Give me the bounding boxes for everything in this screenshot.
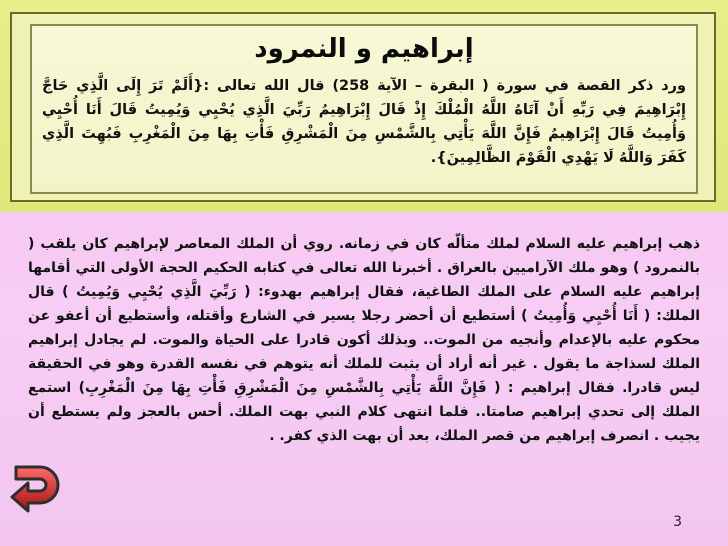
page-number: 3 — [673, 514, 682, 530]
quote-box — [30, 24, 698, 194]
story-paragraph: ذهب إبراهيم عليه السلام لملك متألّه كان في زمانه. روي أن الملك المعاصر لإبراهيم كان يلقب ( بالنمرود ) وهو ملك الآراميين بالعراق . أخبرنا الله تعالى في كتابه الحكيم الحجة الأولى التي أقامها إبراهيم عليه السلام على الملك الطاغية، فقال إبراهيم بهدوء: ( رَبِّيَ الَّذِي يُحْيِي وَيُمِيتُ ) قال الملك: ( أَنَا أُحْيِي وَأُمِيتُ ) أستطيع أن أحضر رجلا يسير في الشارع وأقتله، وأستطيع أن أعفو عن محكوم عليه بالإعدام وأنجيه من الموت.. وبذلك أكون قادرا على الحياة والموت. لم يجادل إبراهيم الملك لسذاجة ما يقول . غير أنه أراد أن يثبت للملك أنه يتوهم في نفسه القدرة وهو في الحقيقة ليس قادرا. فقال إبراهيم : ( فَإِنَّ اللَّهَ يَأْتِي بِالشَّمْسِ مِنَ الْمَشْرِقِ فَأْتِ بِهَا مِنَ الْمَغْرِبِ) استمع الملك إلى تحدي إبراهيم صامتا.. فلما انتهى كلام النبي بهت الملك. أحس بالعجز ولم يستطع أن يجيب . انصرف إبراهيم من قصر الملك، بعد أن بهت الذي كفر. . — [28, 236, 700, 444]
return-arrow-button[interactable] — [10, 457, 66, 513]
return-arrow-icon — [10, 457, 66, 513]
slide-title: إبراهيم و النمرود — [254, 34, 474, 64]
quote-text: ورد ذكر القصة في سورة ( البقرة – الآية 258) قال الله تعالى :{أَلَمْ تَرَ إِلَى الَّذِي حَاجَّ إِبْرَاهِيمَ فِي رَبِّهِ أَنْ آتَاهُ اللَّهُ الْمُلْكَ إِذْ قَالَ إِبْرَاهِيمُ رَبِّيَ الَّذِي يُحْيِي وَيُمِيتُ قَالَ أَنَا أُحْيِي وَأُمِيتُ قَالَ إِبْرَاهِيمُ فَإِنَّ اللَّهَ يَأْتِي بِالشَّمْسِ مِنَ الْمَشْرِقِ فَأْتِ بِهَا مِنَ الْمَغْرِبِ فَبُهِتَ الَّذِي كَفَرَ وَاللَّهُ لَا يَهْدِي الْقَوْمَ الظَّالِمِينَ}. — [42, 78, 687, 166]
